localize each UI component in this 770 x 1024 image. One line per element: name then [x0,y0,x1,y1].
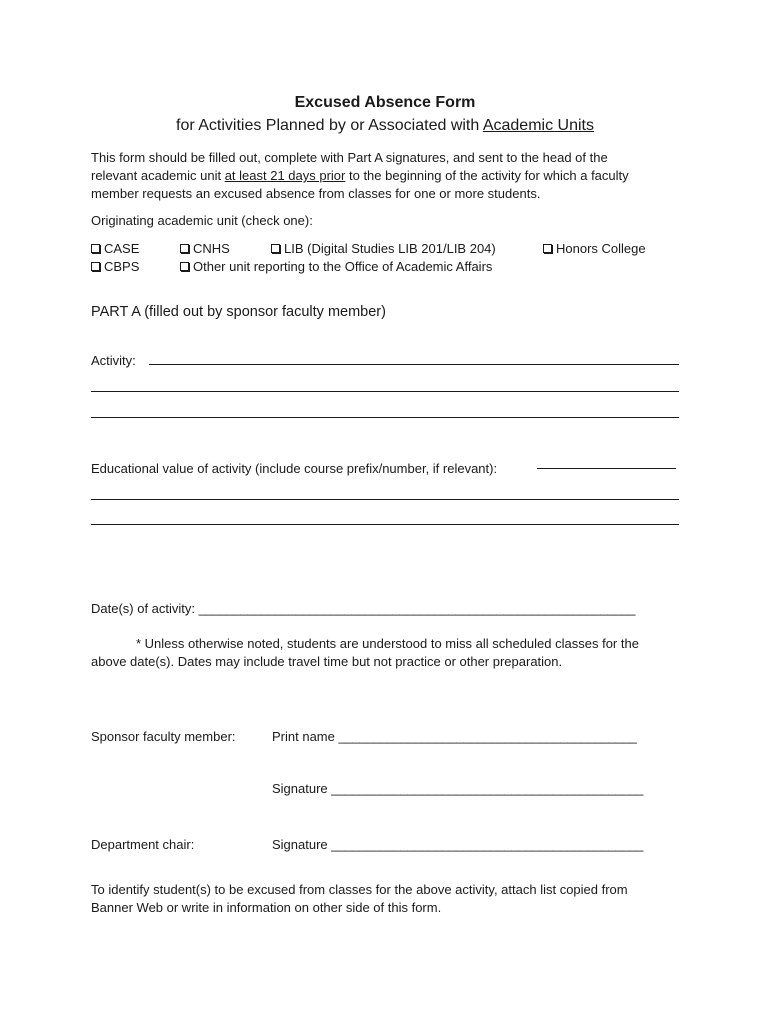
checkbox-icon[interactable] [180,244,189,253]
checkbox-honors[interactable] [543,240,646,258]
dates-field[interactable]: _______________________________________________________________ [198,601,636,616]
dates-label: Date(s) of activity: [91,601,199,616]
checkbox-lib-label: LIB (Digital Studies LIB 201/LIB 204) [284,241,496,256]
activity-field-line-2[interactable] [91,391,679,392]
checkbox-icon[interactable] [91,244,100,253]
dates-row [91,600,635,618]
checkbox-other-unit-label: Other unit reporting to the Office of Academic Affairs [193,259,493,274]
checkbox-icon[interactable] [271,244,280,253]
educational-value-field-line-3[interactable] [91,524,679,525]
checkbox-cnhs[interactable] [180,240,230,258]
sponsor-signature-field[interactable]: _____________________________________________ [331,781,644,796]
print-name-row [272,728,636,746]
intro-line-2 [91,167,629,185]
intro-line-2-b: to the beginning of the activity for which a faculty [345,168,629,183]
dept-chair-label: Department chair: [91,837,195,852]
activity-label: Activity: [91,353,136,368]
signature-label: Signature [272,837,332,852]
sponsor-signature-row [272,780,643,798]
intro-line-3: member requests an excused absence from classes for one or more students. [91,186,541,201]
intro-line-1: This form should be filled out, complete with Part A signatures, and sent to the head of the [91,150,608,165]
footer-line-2: Banner Web or write in information on other side of this form. [91,900,442,915]
educational-value-field-line-2[interactable] [91,499,679,500]
form-subtitle [0,117,770,135]
note-line-1: * Unless otherwise noted, students are understood to miss all scheduled classes for the [136,636,639,651]
educational-value-label: Educational value of activity (include course prefix/number, if relevant): [91,461,498,476]
checkbox-cbps-label: CBPS [104,259,140,274]
note-line-2: above date(s). Dates may include travel time but not practice or other preparation. [91,654,563,669]
checkbox-other-unit[interactable] [180,258,492,276]
footer-line-1: To identify student(s) to be excused from classes for the above activity, attach list copied from [91,882,628,897]
dept-chair-signature-row [272,836,643,854]
checkbox-cbps[interactable] [91,258,139,276]
checkbox-icon[interactable] [91,262,100,271]
print-name-label: Print name [272,729,339,744]
activity-field[interactable] [149,364,679,365]
sponsor-label: Sponsor faculty member: [91,729,236,744]
checkbox-icon[interactable] [180,262,189,271]
dept-chair-signature-field[interactable]: _____________________________________________ [331,837,644,852]
originating-unit-label: Originating academic unit (check one): [91,213,313,228]
form-title: Excused Absence Form [294,94,476,111]
academic-units-link[interactable]: Academic Units [482,117,594,134]
checkbox-case-label: CASE [104,241,140,256]
checkbox-icon[interactable] [543,244,552,253]
checkbox-case[interactable] [91,240,139,258]
educational-value-field[interactable] [537,468,676,469]
part-a-heading: PART A (filled out by sponsor faculty member) [91,304,386,320]
signature-label: Signature [272,781,332,796]
checkbox-lib[interactable] [271,240,496,258]
subtitle-text: for Activities Planned by or Associated with [176,117,483,134]
activity-field-line-3[interactable] [91,417,679,418]
intro-line-2-a: relevant academic unit [91,168,225,183]
print-name-field[interactable]: ___________________________________________ [338,729,637,744]
checkbox-cnhs-label: CNHS [193,241,230,256]
deadline-emphasis: at least 21 days prior [224,168,346,183]
checkbox-honors-label: Honors College [556,241,646,256]
